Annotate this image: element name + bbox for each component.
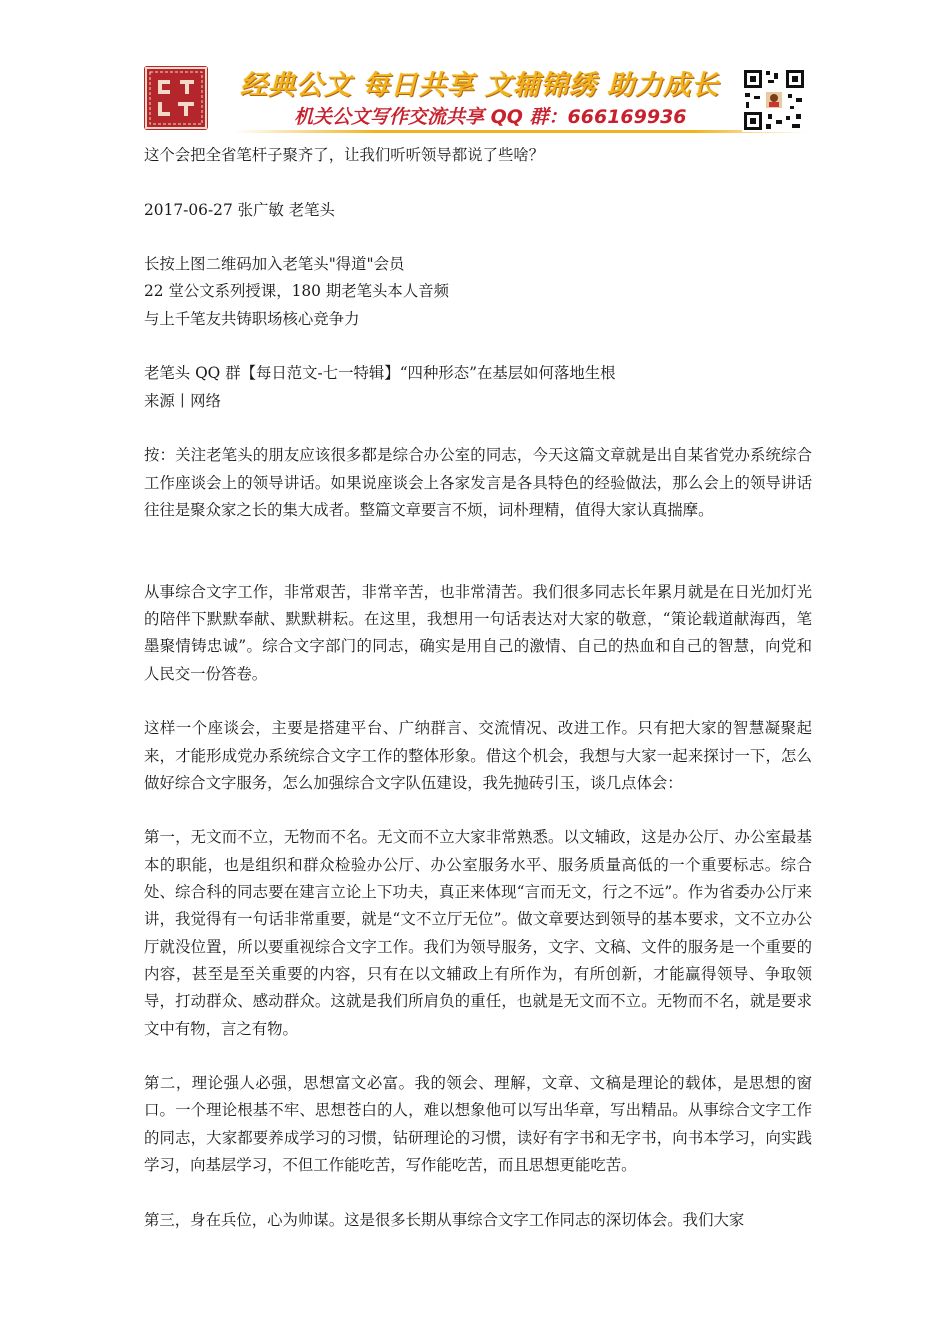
source-title: 老笔头 QQ 群【每日范文-七一特辑】“四种形态”在基层如何落地生根 [144,364,616,383]
editor-note: 按：关注老笔头的朋友应该很多都是综合办公室的同志，今天这篇文章就是出自某省党办系统综合工作座谈会上的领导讲话。如果说座谈会上各家发言是各具特色的经验做法，那么会上的领导讲话往往是聚众家之长的集大成者。整篇文章要言不烦，词朴理精，值得大家认真揣摩。 [144,446,812,519]
body-paragraph: 从事综合文字工作，非常艰苦，非常辛苦，也非常清苦。我们很多同志长年累月就是在日光加灯光的陪伴下默默奉献、默默耕耘。在这里，我想用一句话表达对大家的敬意，“策论载道献海西，笔墨聚情铸忠诚”。综合文字部门的同志，确实是用自己的激情、自己的热血和自己的智慧，向党和人民交一份答卷。 [144,582,812,683]
body-paragraph: 这样一个座谈会，主要是搭建平台、广纳群言、交流情况、改进工作。只有把大家的智慧凝聚起来，才能形成党办系统综合文字工作的整体形象。借这个机会，我想与大家一起来探讨一下，怎么做好综合文字服务，怎么加强综合文字队伍建设，我先抛砖引玉，谈几点体会： [144,719,812,792]
banner-slogan: 经典公文 每日共享 文辅锦绣 助力成长 [240,70,720,101]
qr-code-icon [742,68,806,132]
source-line: 来源丨网络 [144,391,221,410]
banner-qq-group: 机关公文写作交流共享 QQ 群：666169936 [294,106,687,128]
seal-logo-icon [144,66,208,130]
promo-line: 22 堂公文系列授课，180 期老笔头本人音频 [144,282,449,301]
header-banner [144,66,808,134]
promo-line: 与上千笔友共铸职场核心竞争力 [144,309,360,328]
article-meta-line: 2017-06-27 张广敏 老笔头 [144,200,335,219]
body-paragraph: 第一，无文而不立，无物而不名。无文而不立大家非常熟悉。以文辅政，这是办公厅、办公室最基本的职能，也是组织和群众检验办公厅、办公室服务水平、服务质量高低的一个重要标志。综合处、综合科的同志要在建言立论上下功夫，真正来体现“言而无文，行之不远”。作为省委办公厅来讲，我觉得有一句话非常重要，就是“文不立厅无位”。做文章要达到领导的基本要求，文不立办公厅就没位置，所以要重视综合文字工作。我们为领导服务，文字、文稿、文件的服务是一个重要的内容，甚至是至关重要的内容，只有在以文辅政上有所作为，有所创新，才能赢得领导、争取领导，打动群众、感动群众。这就是我们所肩负的重任，也就是无文而不立。无物而不名，就是要求文中有物，言之有物。 [144,828,812,1038]
seal-logo [144,66,208,130]
promo-line: 长按上图二维码加入老笔头"得道"会员 [144,255,405,274]
banner-divider [234,130,808,133]
body-paragraph: 第二，理论强人必强，思想富文必富。我的领会、理解，文章、文稿是理论的载体，是思想的窗口。一个理论根基不牢、思想苍白的人，难以想象他可以写出华章，写出精品。从事综合文字工作的同志，大家都要养成学习的习惯，钻研理论的习惯，读好有字书和无字书，向书本学习，向实践学习，向基层学习，不但工作能吃苦，写作能吃苦，而且思想更能吃苦。 [144,1074,812,1174]
body-paragraph: 第三，身在兵位，心为帅谋。这是很多长期从事综合文字工作同志的深切体会。我们大家 [144,1210,745,1229]
article-body [144,142,812,1234]
article-title-line: 这个会把全省笔杆子聚齐了，让我们听听领导都说了些啥？ [144,146,545,164]
